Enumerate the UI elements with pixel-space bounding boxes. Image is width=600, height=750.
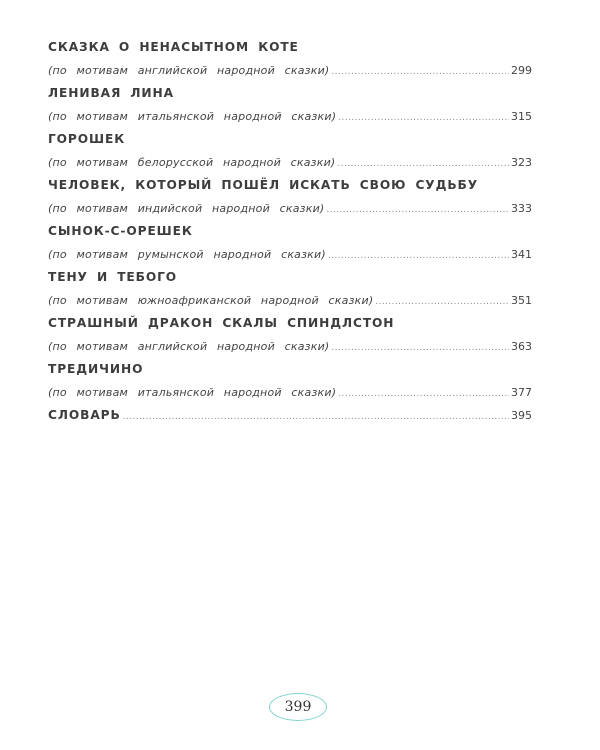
toc-entry-glossary[interactable] [48,404,532,427]
table-of-contents [48,36,532,427]
story-title: ЧЕЛОВЕК, КОТОРЫЙ ПОШЁЛ ИСКАТЬ СВОЮ СУДЬБУ [48,178,479,192]
story-subtitle: (по мотивам белорусской народной сказки) [48,156,336,169]
toc-entry-title[interactable] [48,174,532,197]
page-reference: 395 [511,409,532,422]
toc-entry-title[interactable] [48,36,532,59]
toc-entry-subtitle [48,289,532,312]
story-title: ТРЕДИЧИНО [48,362,144,376]
page-reference: 363 [511,340,532,353]
toc-entry-title[interactable] [48,312,532,335]
toc-entry-subtitle [48,243,532,266]
story-subtitle: (по мотивам английской народной сказки) [48,64,330,77]
story-title: ГОРОШЕК [48,132,126,146]
story-title: ЛЕНИВАЯ ЛИНА [48,86,174,100]
page-reference: 315 [511,110,532,123]
toc-entry-subtitle [48,335,532,358]
story-subtitle: (по мотивам английской народной сказки) [48,340,330,353]
dot-leader [338,390,509,399]
page-reference: 351 [511,294,532,307]
dot-leader [338,114,509,123]
dot-leader [331,68,509,77]
page-reference: 333 [511,202,532,215]
page-reference: 377 [511,386,532,399]
toc-entry-subtitle [48,105,532,128]
page-number: 399 [284,699,312,715]
story-subtitle: (по мотивам румынской народной сказки) [48,248,326,261]
dot-leader [326,206,509,215]
story-title: СКАЗКА О НЕНАСЫТНОМ КОТЕ [48,40,299,54]
dot-leader [328,252,509,261]
story-title: СТРАШНЫЙ ДРАКОН СКАЛЫ СПИНДЛСТОН [48,316,395,330]
toc-entry-subtitle [48,59,532,82]
story-subtitle: (по мотивам итальянской народной сказки) [48,386,337,399]
story-subtitle: (по мотивам индийской народной сказки) [48,202,325,215]
toc-entry-title[interactable] [48,358,532,381]
toc-entry-subtitle [48,151,532,174]
story-subtitle: (по мотивам итальянской народной сказки) [48,110,337,123]
toc-entry-subtitle [48,381,532,404]
toc-entry-title[interactable] [48,82,532,105]
story-title: ТЕНУ И ТЕБОГО [48,270,178,284]
page-reference: 341 [511,248,532,261]
glossary-title: СЛОВАРЬ [48,408,121,422]
toc-entry-title[interactable] [48,220,532,243]
dot-leader [123,413,509,422]
page-reference: 299 [511,64,532,77]
toc-entry-title[interactable] [48,266,532,289]
story-subtitle: (по мотивам южноафриканской народной сказки) [48,294,374,307]
toc-entry-subtitle [48,197,532,220]
dot-leader [375,298,509,307]
toc-entry-title[interactable] [48,128,532,151]
page-reference: 323 [511,156,532,169]
dot-leader [331,344,509,353]
story-title: СЫНОК-С-ОРЕШЕК [48,224,193,238]
page-number-badge [269,693,327,721]
dot-leader [337,160,509,169]
